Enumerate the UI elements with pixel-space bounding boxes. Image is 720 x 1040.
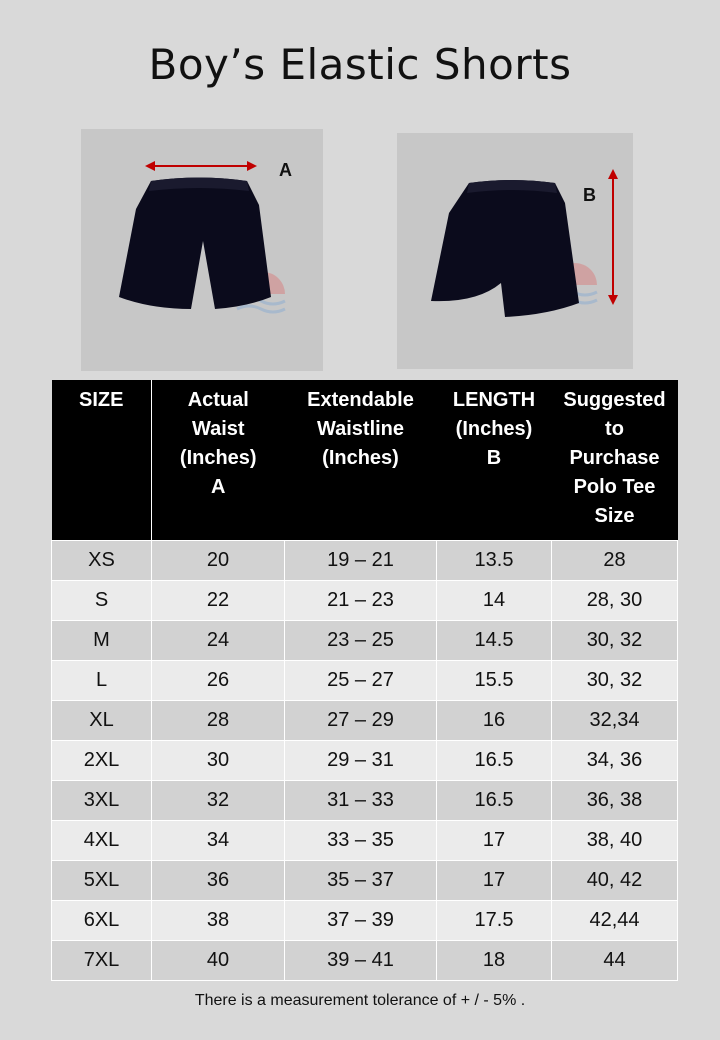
marker-b-label: B: [583, 185, 596, 205]
cell-waist: 36: [152, 861, 285, 901]
cell-extendable: 37 – 39: [285, 901, 437, 941]
cell-waist: 26: [152, 661, 285, 701]
shorts-side-shape: [431, 180, 579, 317]
cell-polo: 30, 32: [552, 661, 678, 701]
cell-polo: 36, 38: [552, 781, 678, 821]
cell-size: 7XL: [52, 941, 152, 981]
tolerance-footnote: There is a measurement tolerance of + / - 5% .: [194, 992, 526, 1009]
cell-extendable: 25 – 27: [285, 661, 437, 701]
cell-size: XL: [52, 701, 152, 741]
cell-polo: 38, 40: [552, 821, 678, 861]
cell-polo: 44: [552, 941, 678, 981]
table-row: [52, 661, 678, 701]
header-actual-waist: Actual Waist (Inches) A: [152, 380, 285, 541]
table-row: [52, 901, 678, 941]
table-row: [52, 581, 678, 621]
cell-size: 4XL: [52, 821, 152, 861]
cell-length: 16.5: [437, 741, 552, 781]
cell-extendable: 19 – 21: [285, 541, 437, 581]
cell-polo: 28: [552, 541, 678, 581]
header-size: SIZE: [52, 380, 152, 541]
table-row: [52, 701, 678, 741]
cell-length: 17: [437, 821, 552, 861]
table-row: [52, 941, 678, 981]
cell-polo: 32,34: [552, 701, 678, 741]
cell-size: L: [52, 661, 152, 701]
table-row: [52, 741, 678, 781]
shorts-front-image: [81, 129, 323, 371]
cell-waist: 38: [152, 901, 285, 941]
cell-extendable: 27 – 29: [285, 701, 437, 741]
header-polo-size: Suggested to Purchase Polo Tee Size: [552, 380, 678, 541]
cell-polo: 40, 42: [552, 861, 678, 901]
cell-waist: 22: [152, 581, 285, 621]
cell-length: 14.5: [437, 621, 552, 661]
cell-waist: 30: [152, 741, 285, 781]
cell-extendable: 31 – 33: [285, 781, 437, 821]
cell-length: 15.5: [437, 661, 552, 701]
cell-waist: 24: [152, 621, 285, 661]
cell-length: 13.5: [437, 541, 552, 581]
cell-size: 3XL: [52, 781, 152, 821]
shorts-side-image: [397, 133, 633, 369]
header-extendable-waistline: Extendable Waistline (Inches): [285, 380, 437, 541]
page-title: Boy’s Elastic Shorts: [148, 40, 572, 89]
cell-polo: 28, 30: [552, 581, 678, 621]
cell-waist: 28: [152, 701, 285, 741]
cell-polo: 30, 32: [552, 621, 678, 661]
cell-waist: 34: [152, 821, 285, 861]
table-row: [52, 821, 678, 861]
cell-polo: 42,44: [552, 901, 678, 941]
marker-a-label: A: [279, 160, 292, 180]
cell-size: 5XL: [52, 861, 152, 901]
cell-size: 6XL: [52, 901, 152, 941]
size-chart-table: [51, 380, 678, 981]
cell-polo: 34, 36: [552, 741, 678, 781]
cell-extendable: 35 – 37: [285, 861, 437, 901]
cell-extendable: 23 – 25: [285, 621, 437, 661]
cell-length: 16.5: [437, 781, 552, 821]
cell-size: S: [52, 581, 152, 621]
cell-length: 17.5: [437, 901, 552, 941]
table-row: [52, 781, 678, 821]
cell-length: 14: [437, 581, 552, 621]
cell-extendable: 21 – 23: [285, 581, 437, 621]
shorts-front-shape: [119, 178, 271, 310]
cell-waist: 40: [152, 941, 285, 981]
table-header-row: [52, 380, 678, 541]
table-row: [52, 621, 678, 661]
cell-size: 2XL: [52, 741, 152, 781]
cell-waist: 20: [152, 541, 285, 581]
cell-waist: 32: [152, 781, 285, 821]
cell-size: XS: [52, 541, 152, 581]
length-arrow-b: [608, 169, 618, 305]
waist-arrow-a: [145, 161, 257, 171]
cell-length: 16: [437, 701, 552, 741]
cell-extendable: 33 – 35: [285, 821, 437, 861]
table-row: [52, 541, 678, 581]
table-row: [52, 861, 678, 901]
cell-extendable: 39 – 41: [285, 941, 437, 981]
cell-size: M: [52, 621, 152, 661]
cell-length: 17: [437, 861, 552, 901]
header-length: LENGTH (Inches) B: [437, 380, 552, 541]
cell-length: 18: [437, 941, 552, 981]
cell-extendable: 29 – 31: [285, 741, 437, 781]
